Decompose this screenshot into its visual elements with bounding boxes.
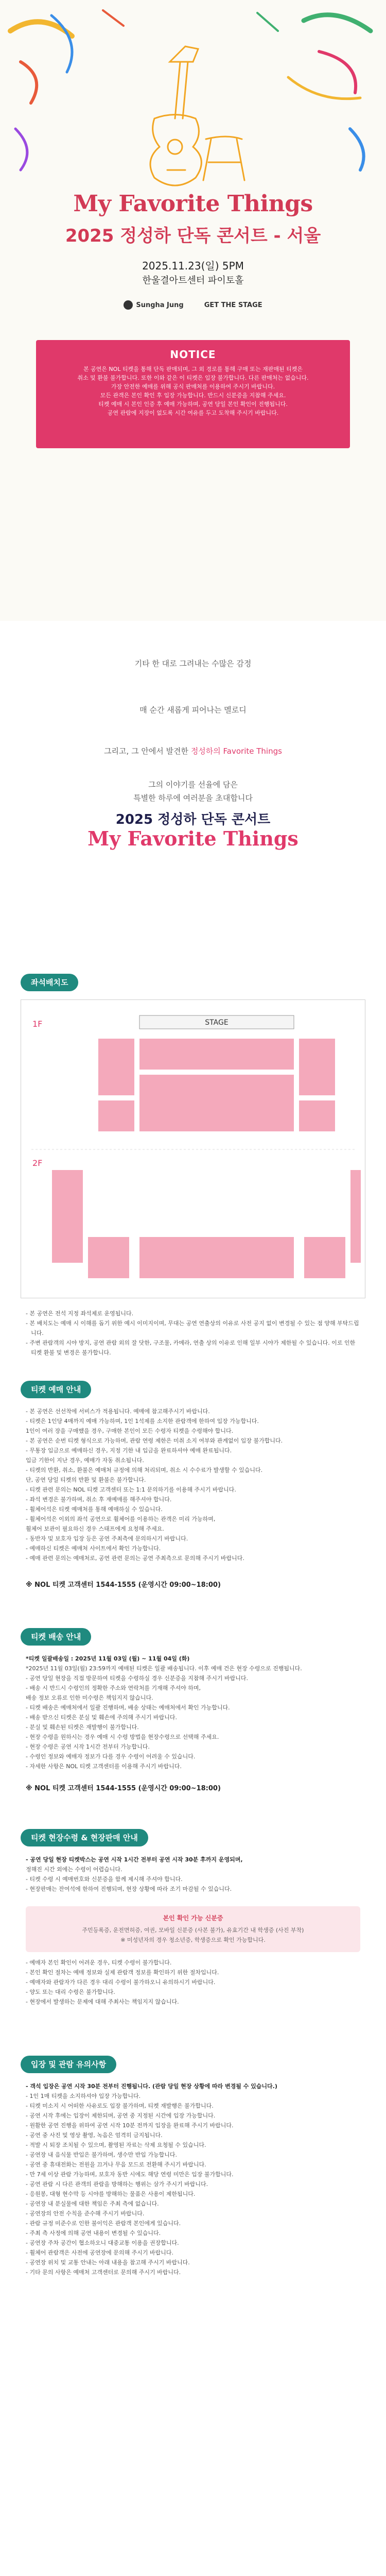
delivery-line: - 현장 수령을 원하시는 경우 예매 시 수령 방법을 현장수령으로 선택해 주세요.: [26, 1734, 219, 1740]
entry-line: - 공연 중 사진 및 영상 촬영, 녹음은 엄격히 금지됩니다.: [26, 2132, 163, 2139]
delivery-line: - 자세한 사항은 NOL 티켓 고객센터를 이용해 주시기 바랍니다.: [26, 1763, 182, 1770]
ticket-line: - 좌석 변경은 불가하며, 취소 후 재예매를 해주셔야 합니다.: [26, 1496, 172, 1503]
ticket-line: - 휠체어석은 티켓 예매처를 통해 예매하실 수 있습니다.: [26, 1506, 163, 1513]
floor-1-label: 1F: [32, 1019, 43, 1029]
ticket-line: - 티켓 관련 문의는 NOL 티켓 고객센터 또는 1:1 문의하기를 이용해 주시기 바랍니다.: [26, 1486, 236, 1493]
delivery-line: - 배송 받으신 티켓은 분실 및 훼손에 주의해 주시기 바랍니다.: [26, 1714, 177, 1721]
entry-line: - 객석 입장은 공연 시작 30분 전부터 진행됩니다. (관람 당일 현장 상황에 따라 변경될 수 있습니다.): [26, 2083, 277, 2090]
get-the-stage-logo: GET THE STAGE: [204, 301, 262, 309]
delivery-line: - 수령인 정보와 예매자 정보가 다를 경우 수령이 어려울 수 있습니다.: [26, 1753, 196, 1760]
seat-map-diagram: [21, 1000, 365, 1298]
entry-line: - 1인 1매 티켓을 소지하셔야 입장 가능합니다.: [26, 2093, 141, 2099]
notice-line: 취소 및 환불 불가합니다. 또한 이와 같은 이 티켓은 입장 불가합니다. 다른 판매처는 없습니다.: [77, 375, 309, 381]
notice-line: 모든 관객은 본인 확인 후 입장 가능합니다. 반드시 신분증을 지참해 주세요.: [100, 392, 286, 399]
ticket-line: - 본 공연은 선선착에 서비스가 적용됩니다. 예매에 참고해주시기 바랍니다.: [26, 1408, 210, 1415]
entry-line: - 공연장 내 분실물에 대한 책임은 주최 측에 없습니다.: [26, 2200, 159, 2207]
notice-box: [36, 340, 350, 448]
delivery-line: *티켓 일괄배송일 : 2025년 11월 03일 (월) ~ 11월 04일 (화): [26, 1655, 190, 1662]
ticket-line: 휠체어 보관이 필요하신 경우 스태프에게 요청해 주세요.: [26, 1526, 164, 1532]
stage-label: STAGE: [205, 1019, 229, 1027]
ticket-line: 1인이 여러 장을 구매했을 경우, 구매한 본인이 모든 수령자 티켓을 수령해야 합니다.: [26, 1428, 234, 1434]
ticket-inquiry: ※ NOL 티켓 고객센터 1544-1555 (운영시간 09:00~18:00): [26, 1581, 221, 1589]
delivery-line: - 공연 당일 현장을 직접 방문하여 티켓을 수령하실 경우 신분증을 지참해 주시기 바랍니다.: [26, 1675, 248, 1682]
entry-line: - 기타 문의 사항은 예매처 고객센터로 문의해 주시기 바랍니다.: [26, 2269, 181, 2276]
ticket-line: - 예매 관련 문의는 예매처로, 공연 관련 문의는 공연 주최측으로 문의해 주시기 바랍니다.: [26, 1555, 244, 1562]
entry-heading: 입장 및 관람 유의사항: [21, 2056, 116, 2073]
seat-map-heading: 좌석배치도: [21, 974, 78, 991]
entry-line: - 공연 중 휴대전화는 전원을 끄거나 무음 모드로 전환해 주시기 바랍니다.: [26, 2161, 206, 2168]
sungha-jung-logo: Sungha Jung: [124, 300, 183, 310]
concert-title-en: My Favorite Things: [87, 827, 299, 850]
entry-line: - 티켓 미소지 시 어떠한 사유로도 입장 불가하며, 티켓 재발행은 불가합니다.: [26, 2103, 214, 2109]
delivery-line: 배송 정보 오류로 인한 미수령은 책임지지 않습니다.: [26, 1694, 153, 1701]
floor-2-seats: [52, 1170, 361, 1278]
ticket-line: - 무통장 입금으로 예매하신 경우, 지정 기한 내 입금을 완료하셔야 예매 완료됩니다.: [26, 1447, 232, 1454]
concert-title-ko: 2025 정성하 단독 콘서트: [115, 812, 271, 827]
entry-line: - 공연장 위치 및 교통 안내는 아래 내용을 참고해 주시기 바랍니다.: [26, 2259, 190, 2266]
seat-map-box: [21, 999, 365, 1298]
id-requirement-line: 주민등록증, 운전면허증, 여권, 모바일 신분증 (사본 불가), 유효기간 내 학생증 (사진 부착): [82, 1927, 304, 1934]
intro-section: [0, 621, 386, 971]
delivery-heading: 티켓 배송 안내: [21, 1628, 91, 1646]
onsite-line: - 티켓 수령 시 예매번호와 신분증을 함께 제시해 주셔야 합니다.: [26, 1876, 183, 1883]
entry-line: - 응원봉, 대형 현수막 등 시야를 방해하는 물품은 사용이 제한됩니다.: [26, 2191, 196, 2197]
hero-title-en: My Favorite Things: [73, 191, 313, 217]
seat-note: - 주변 관람객의 시야 방지, 공연 관람 외의 잘 닷한, 구조물, 카메라, 연출 상의 이유로 인해 일부 시야가 제한될 수 있습니다. 이로 인한 티켓 환불 및 변경은 불가합니다.: [26, 1340, 356, 1356]
entry-line: - 적발 시 퇴장 조치될 수 있으며, 촬영된 자료는 삭제 요청될 수 있습니다.: [26, 2142, 206, 2148]
intro-line: 특별한 하루에 여러분을 초대합니다: [133, 793, 253, 803]
ticket-line: 단, 공연 당일 티켓의 반환 및 환불은 불가합니다.: [26, 1477, 146, 1483]
entry-line: - 공연 시작 후에는 입장이 제한되며, 공연 중 지정된 시간에 입장 가능합니다.: [26, 2112, 216, 2119]
delivery-line: *2025년 11월 03일(월) 23:59까지 예매된 티켓은 일괄 배송됩니다. 이후 예매 건은 현장 수령으로 진행됩니다.: [26, 1665, 302, 1672]
delivery-line: - 현장 수령은 공연 시작 1시간 전부터 가능합니다.: [26, 1743, 150, 1750]
notice-line: 공연 관람에 지장이 없도록 시간 여유를 두고 도착해 주시기 바랍니다.: [107, 410, 279, 416]
seat-note: - 본 배치도는 예매 시 이해를 돕기 위한 예시 이미지이며, 무대는 공연 연출상의 이유로 사전 공지 없이 변경될 수 있는 점 양해 부탁드립니다.: [26, 1320, 359, 1336]
ticket-line: - 티켓의 반환, 취소, 환불은 예매처 규정에 의해 처리되며, 취소 시 수수료가 발생할 수 있습니다.: [26, 1467, 263, 1473]
delivery-inquiry: ※ NOL 티켓 고객센터 1544-1555 (운영시간 09:00~18:00): [26, 1785, 221, 1792]
entry-line: - 공연장 주차 공간이 협소하오니 대중교통 이용을 권장합니다.: [26, 2240, 179, 2246]
entry-rules-list: [26, 2081, 360, 2277]
ticket-line: - 동반자 및 보호자 입장 등은 공연 주최측에 문의하시기 바랍니다.: [26, 1535, 188, 1542]
onsite-extra-line: - 예매자 본인 확인이 어려운 경우, 티켓 수령이 불가합니다.: [26, 1959, 172, 1966]
delivery-info-list: [26, 1654, 360, 1771]
onsite-info-list: [26, 1855, 360, 1894]
ticket-info-list: [26, 1406, 360, 1563]
floor-2-label: 2F: [32, 1158, 43, 1168]
onsite-extra-line: - 양도 또는 대리 수령은 불가합니다.: [26, 1989, 115, 1995]
intro-line: 그리고, 그 안에서 발견한 정성하의 Favorite Things: [104, 747, 282, 756]
ticket-heading: 티켓 예매 안내: [21, 1381, 91, 1398]
entry-line: - 주최 측 사정에 의해 공연 내용이 변경될 수 있습니다.: [26, 2230, 161, 2236]
delivery-line: - 분실 및 훼손된 티켓은 재발행이 불가합니다.: [26, 1724, 139, 1731]
seat-note: - 본 공연은 전석 지정 좌석제로 운영됩니다.: [26, 1310, 134, 1317]
onsite-line: - 공연 당일 현장 티켓박스는 공연 시작 1시간 전부터 공연 시작 30분 후까지 운영되며,: [26, 1856, 243, 1863]
concert-venue: 한울결아트센터 파이토홀: [142, 275, 244, 286]
sungha-mark-icon: [124, 300, 133, 310]
delivery-line: - 티켓 배송은 예매처에서 일괄 진행하며, 배송 상태는 예매처에서 확인 가능합니다.: [26, 1704, 230, 1711]
entry-line: - 휠체어 관람객은 사전에 공연장에 문의해 주시기 바랍니다.: [26, 2249, 173, 2256]
seat-notes: [26, 1309, 360, 1358]
notice-title: NOTICE: [170, 348, 216, 361]
onsite-line: 정해진 시간 외에는 수령이 어렵습니다.: [26, 1866, 122, 1873]
notice-line: 가장 안전한 예매를 위해 공식 판매처를 이용하여 주시기 바랍니다.: [111, 383, 275, 390]
intro-line: 기타 한 대로 그려내는 수많은 감정: [134, 659, 252, 668]
entry-line: - 공연장의 안전 수칙을 준수해 주시기 바랍니다.: [26, 2210, 145, 2217]
ticket-line: - 예매하신 티켓은 예매처 사이트에서 확인 가능합니다.: [26, 1545, 161, 1552]
onsite-heading: 티켓 현장수령 & 현장판매 안내: [21, 1829, 148, 1846]
intro-line: 그의 이야기를 선율에 담은: [148, 780, 238, 789]
ticket-line: - 휠체어석은 이외의 좌석 공연으로 휠체어를 이용하는 관객은 미리 가능하며,: [26, 1516, 216, 1522]
hero-title-ko: 2025 정성하 단독 콘서트 - 서울: [65, 226, 321, 246]
id-requirement-box: [26, 1906, 360, 1952]
entry-line: - 만 7세 이상 관람 가능하며, 보호자 동반 시에도 해당 연령 미만은 입장 불가합니다.: [26, 2171, 234, 2178]
onsite-line: - 현장판매는 잔여석에 한하여 진행되며, 현장 상황에 따라 조기 마감될 수 있습니다.: [26, 1886, 232, 1892]
guitar-illustration: [0, 0, 386, 621]
notice-line: 티켓 예매 시 본인 인증 후 예매 가능하며, 공연 당일 본인 확인이 진행됩니다.: [98, 401, 288, 408]
onsite-extra-line: - 예매자와 관람자가 다른 경우 대리 수령이 불가하오니 유의하시기 바랍니다.: [26, 1979, 216, 1986]
ticket-line: 입금 기한이 지난 경우, 예매가 자동 취소됩니다.: [26, 1457, 144, 1464]
intro-line: 매 순간 새롭게 피어나는 멜로디: [139, 705, 247, 715]
delivery-line: - 배송 시 반드시 수령인의 정확한 주소와 연락처를 기재해 주셔야 하며,: [26, 1685, 201, 1691]
ticket-line: - 티켓은 1인당 4매까지 예매 가능하며, 1인 1석제를 소지한 관람객에 한하여 입장 가능합니다.: [26, 1418, 259, 1425]
notice-line: 본 공연은 NOL 티켓을 통해 단독 판매되며, 그 외 경로를 통해 구매 또는 재판매된 티켓은: [83, 366, 303, 372]
entry-line: - 공연 관람 시 다른 관객의 관람을 방해하는 행위는 삼가 주시기 바랍니다.: [26, 2181, 208, 2188]
concert-date: 2025.11.23(일) 5PM: [142, 260, 244, 272]
onsite-extra-line: - 현장에서 발생하는 문제에 대해 주최사는 책임지지 않습니다.: [26, 1998, 179, 2005]
sponsor-logos: [0, 300, 386, 310]
entry-line: - 관람 규정 미준수로 인한 불이익은 관람객 본인에게 있습니다.: [26, 2220, 181, 2227]
intro-highlight: 정성하의 Favorite Things: [190, 747, 282, 756]
onsite-extra-line: - 본인 확인 절차는 예매 정보와 실제 관람객 정보를 확인하기 위한 절차입니다.: [26, 1969, 219, 1976]
id-requirement-line: ※ 미성년자의 경우 청소년증, 학생증으로 확인 가능합니다.: [120, 1937, 266, 1943]
hero-poster: [0, 0, 386, 621]
entry-line: - 공연장 내 음식물 반입은 불가하며, 생수만 반입 가능합니다.: [26, 2151, 177, 2158]
ticket-line: - 본 공연은 순번 티켓 형식으로 가능하며, 관람 연령 제한은 미취 소지 여부와 관계없이 입장 불가합니다.: [26, 1437, 283, 1444]
entry-line: - 원활한 공연 진행을 위하여 공연 시작 10분 전까지 입장을 완료해 주시기 바랍니다.: [26, 2122, 234, 2129]
onsite-extra-list: [26, 1958, 360, 2007]
floor-1-seats: [98, 1039, 335, 1131]
id-requirement-title: 본인 확인 가능 신분증: [163, 1914, 223, 1922]
